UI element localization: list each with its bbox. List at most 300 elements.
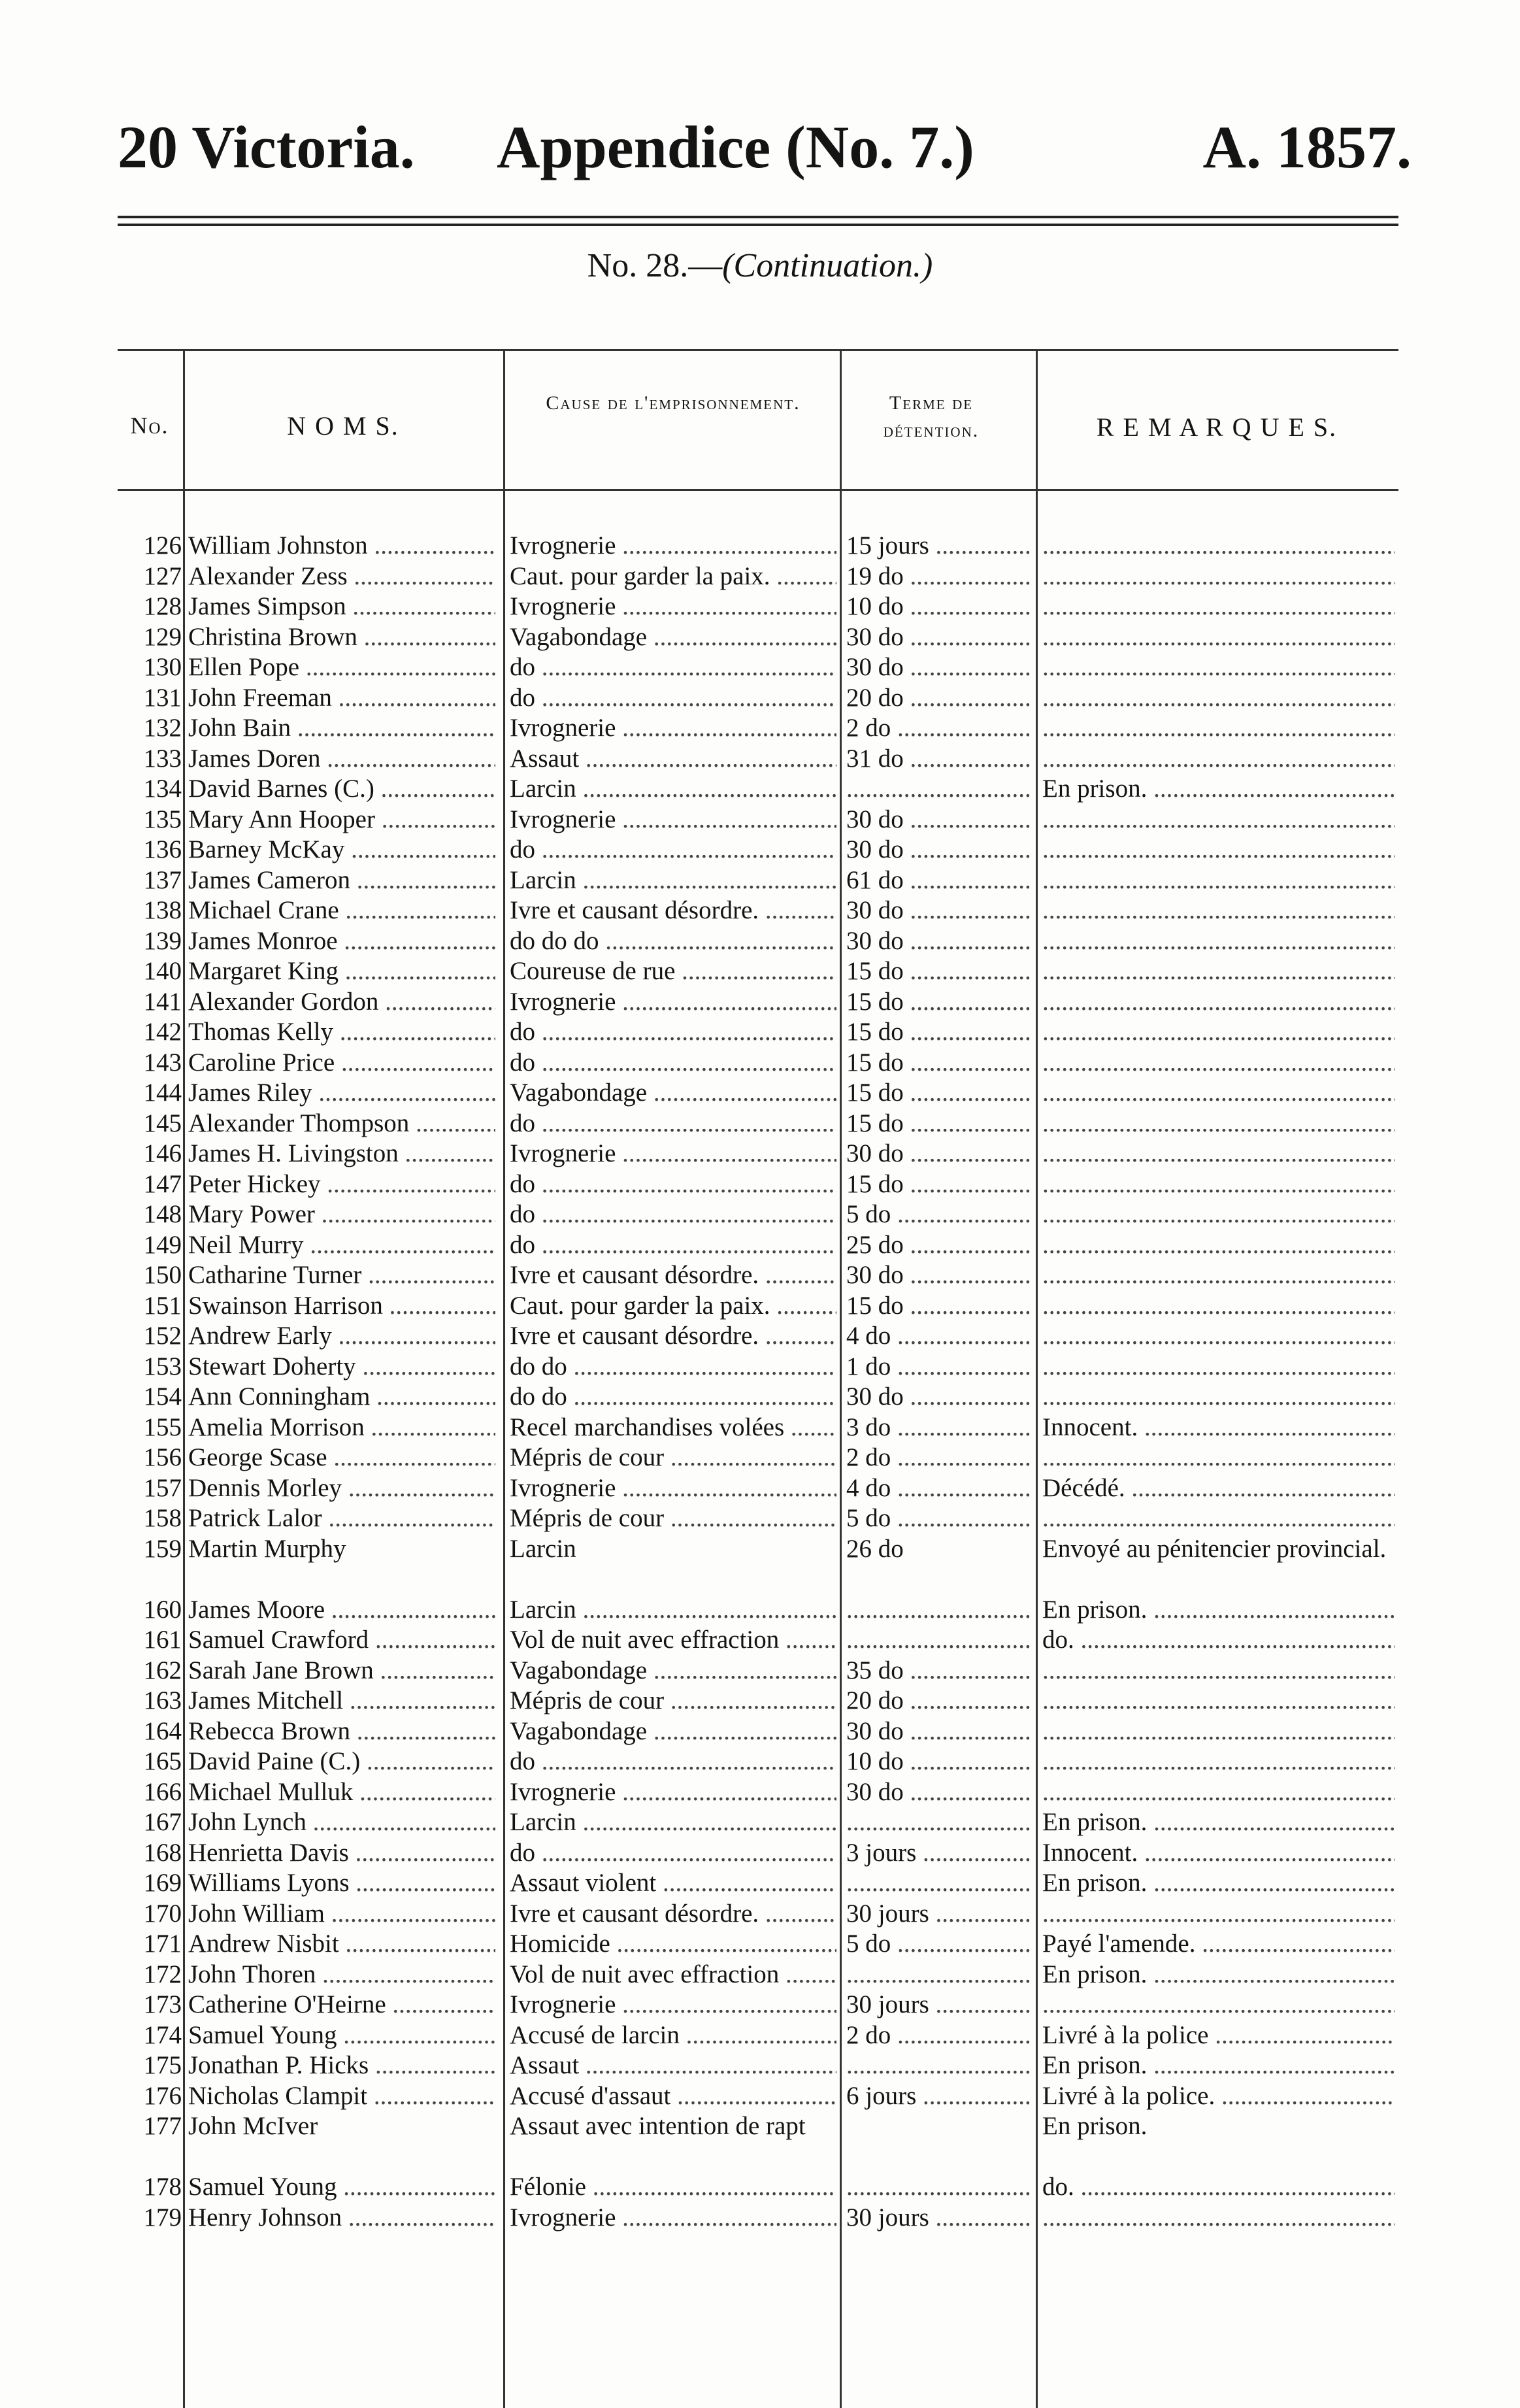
detention-term: 2 do ..... [846,2020,1033,2051]
imprisonment-cause: do ..... [510,1230,836,1261]
table-row [118,1503,1398,1534]
remark: En prison. ..... [1042,774,1395,805]
row-number: 176 [143,2081,182,2110]
remark: Livré à la police. ..... [1042,2081,1395,2112]
remark [1042,1503,1395,1534]
imprisonment-cause: Vagabondage ..... [510,622,836,653]
imprisonment-cause: do ..... [510,1109,836,1139]
table-row [118,1929,1398,1960]
detention-term [846,1595,1033,1626]
row-number: 167 [143,1808,182,1836]
row-number: 158 [143,1504,182,1532]
imprisonment-cause: Ivrognerie ..... [510,713,836,744]
remark: Envoyé au pénitencier provincial. [1042,1534,1387,1563]
prisoner-name: Henry Johnson ..... [188,2203,495,2233]
detention-term: 30 do ..... [846,835,1033,865]
imprisonment-cause: do ..... [510,683,836,714]
table-row [118,744,1398,775]
remark [1042,1777,1395,1808]
row-number: 165 [143,1747,182,1775]
detention-term: 30 jours ..... [846,1899,1033,1930]
remark [1042,805,1395,835]
imprisonment-cause: Ivrognerie ..... [510,1777,836,1808]
row-number: 129 [143,622,182,651]
row-number: 155 [143,1413,182,1441]
table-row [118,2203,1398,2233]
row-number: 130 [143,653,182,681]
prisoner-table-body [118,531,1398,2233]
table-row [118,1291,1398,1322]
row-number: 154 [143,1382,182,1411]
row-number: 135 [143,805,182,833]
remark [1042,1899,1395,1930]
imprisonment-cause: Ivrognerie ..... [510,1139,836,1169]
detention-term: 5 do ..... [846,1503,1033,1534]
table-row [118,713,1398,744]
detention-term: 15 do ..... [846,1109,1033,1139]
imprisonment-cause: Coureuse de rue ..... [510,956,836,987]
table-row [118,2050,1398,2081]
imprisonment-cause: Vagabondage ..... [510,1716,836,1747]
imprisonment-cause: Ivrognerie ..... [510,987,836,1018]
prisoner-name: John Thoren ..... [188,1960,495,1990]
row-number: 140 [143,957,182,985]
header-year: A. 1857. [1202,114,1412,180]
imprisonment-cause: do do do ..... [510,926,836,957]
imprisonment-cause: Vol de nuit avec effraction ..... [510,1625,836,1656]
detention-term [846,1868,1033,1899]
imprisonment-cause: Ivrognerie ..... [510,805,836,835]
table-row [118,1747,1398,1777]
header-rule-bottom [118,224,1398,226]
imprisonment-cause: do do ..... [510,1352,836,1382]
detention-term: 25 do ..... [846,1230,1033,1261]
row-number: 177 [143,2112,182,2140]
row-number: 150 [143,1261,182,1289]
table-row [118,1625,1398,1656]
detention-term: 15 do ..... [846,987,1033,1018]
detention-term: 26 do [846,1534,904,1563]
detention-term: 19 do ..... [846,561,1033,592]
remark [1042,835,1395,865]
detention-term: 15 do ..... [846,1169,1033,1200]
remark [1042,1382,1395,1413]
prisoner-name: John McIver [188,2112,318,2140]
remark: Innocent. ..... [1042,1838,1395,1869]
remark: En prison. [1042,2112,1148,2140]
detention-term: 30 do ..... [846,1382,1033,1413]
detention-term: 35 do ..... [846,1656,1033,1686]
prisoner-name: Ann Conningham ..... [188,1382,495,1413]
table-row [118,1868,1398,1899]
detention-term: 15 do ..... [846,1078,1033,1109]
remark [1042,1656,1395,1686]
column-header-noms: N O M S. [287,411,399,441]
prisoner-name: Alexander Zess ..... [188,561,495,592]
prisoner-name: Dennis Morley ..... [188,1473,495,1504]
prisoner-name: Sarah Jane Brown ..... [188,1656,495,1686]
detention-term: 4 do ..... [846,1473,1033,1504]
remark [1042,1443,1395,1473]
prisoner-name: James Cameron ..... [188,865,495,896]
table-row [118,1413,1398,1443]
detention-term: 30 do ..... [846,805,1033,835]
remark [1042,1017,1395,1048]
table-row [118,683,1398,714]
table-row [118,1260,1398,1291]
header-volume: 20 Victoria. [118,114,415,180]
table-row [118,895,1398,926]
prisoner-name: Swainson Harrison ..... [188,1291,495,1322]
row-number: 163 [143,1686,182,1714]
remark [1042,1352,1395,1382]
row-number: 127 [143,561,182,590]
table-row [118,2111,1398,2172]
remark: Livré à la police ..... [1042,2020,1395,2051]
row-number: 147 [143,1169,182,1198]
imprisonment-cause: Mépris de cour ..... [510,1443,836,1473]
table-row [118,1352,1398,1382]
prisoner-name: Barney McKay ..... [188,835,495,865]
row-number: 148 [143,1200,182,1228]
detention-term: 15 jours ..... [846,531,1033,561]
imprisonment-cause: Mépris de cour ..... [510,1503,836,1534]
detention-term: 2 do ..... [846,1443,1033,1473]
row-number: 161 [143,1626,182,1654]
prisoner-name: Andrew Early ..... [188,1321,495,1352]
table-row [118,1899,1398,1930]
row-number: 166 [143,1777,182,1806]
imprisonment-cause: Larcin ..... [510,1595,836,1626]
imprisonment-cause: Assaut avec intention de rapt [510,2112,806,2140]
table-row [118,1534,1398,1595]
detention-term: 3 jours ..... [846,1838,1033,1869]
detention-term: 31 do ..... [846,744,1033,775]
table-rule-top [118,349,1398,351]
table-subtitle [0,245,1520,287]
imprisonment-cause: do ..... [510,835,836,865]
detention-term [846,1807,1033,1838]
remark: En prison. ..... [1042,1960,1395,1990]
prisoner-name: Thomas Kelly ..... [188,1017,495,1048]
prisoner-name: Neil Murry ..... [188,1230,495,1261]
remark: do. ..... [1042,1625,1395,1656]
remark [1042,1291,1395,1322]
imprisonment-cause: Assaut ..... [510,744,836,775]
prisoner-name: Jonathan P. Hicks ..... [188,2050,495,2081]
remark: Innocent. ..... [1042,1413,1395,1443]
detention-term: 10 do ..... [846,592,1033,622]
table-row [118,561,1398,592]
prisoner-name: John Bain ..... [188,713,495,744]
row-number: 131 [143,683,182,712]
detention-term: 30 do ..... [846,622,1033,653]
remark [1042,895,1395,926]
row-number: 139 [143,926,182,955]
prisoner-name: James Monroe ..... [188,926,495,957]
table-row [118,1321,1398,1352]
remark: Payé l'amende. ..... [1042,1929,1395,1960]
imprisonment-cause: Vagabondage ..... [510,1078,836,1109]
remark [1042,1199,1395,1230]
imprisonment-cause: do ..... [510,1169,836,1200]
prisoner-name: George Scase ..... [188,1443,495,1473]
imprisonment-cause: Assaut ..... [510,2050,836,2081]
imprisonment-cause: Homicide ..... [510,1929,836,1960]
imprisonment-cause: Ivrognerie ..... [510,531,836,561]
remark [1042,1169,1395,1200]
detention-term: 6 jours ..... [846,2081,1033,2112]
row-number: 152 [143,1322,182,1350]
imprisonment-cause: do ..... [510,1838,836,1869]
remark [1042,713,1395,744]
remark [1042,1260,1395,1291]
detention-term [846,2172,1033,2203]
column-header-cause: Cause de l'emprisonnement. [546,392,801,414]
table-row [118,1017,1398,1048]
remark: En prison. ..... [1042,1868,1395,1899]
remark [1042,926,1395,957]
detention-term: 2 do ..... [846,713,1033,744]
remark [1042,2203,1395,2233]
prisoner-name: Nicholas Clampit ..... [188,2081,495,2112]
prisoner-name: Henrietta Davis ..... [188,1838,495,1869]
prisoner-name: Ellen Pope ..... [188,652,495,683]
row-number: 162 [143,1656,182,1684]
imprisonment-cause: Ivrognerie ..... [510,592,836,622]
table-row [118,1048,1398,1079]
table-row [118,1686,1398,1716]
row-number: 146 [143,1139,182,1167]
table-row [118,1473,1398,1504]
prisoner-name: William Johnston ..... [188,531,495,561]
imprisonment-cause: do ..... [510,652,836,683]
table-rule-header-bottom [118,489,1398,491]
imprisonment-cause: do ..... [510,1017,836,1048]
row-number: 149 [143,1230,182,1259]
imprisonment-cause: Ivrognerie ..... [510,2203,836,2233]
table-row [118,2081,1398,2112]
table-row [118,1078,1398,1109]
imprisonment-cause: Recel marchandises volées ..... [510,1413,836,1443]
table-row [118,592,1398,622]
detention-term: 4 do ..... [846,1321,1033,1352]
imprisonment-cause: Ivrognerie ..... [510,1990,836,2020]
prisoner-name: David Barnes (C.) ..... [188,774,495,805]
table-row [118,1139,1398,1169]
remark [1042,1139,1395,1169]
row-number: 133 [143,744,182,773]
prisoner-name: Mary Power ..... [188,1199,495,1230]
row-number: 134 [143,775,182,803]
table-row [118,1109,1398,1139]
row-number: 143 [143,1048,182,1077]
row-number: 174 [143,2020,182,2049]
table-row [118,865,1398,896]
subtitle-continuation: (Continuation.) [722,247,933,284]
detention-term: 30 do ..... [846,926,1033,957]
detention-term: 1 do ..... [846,1352,1033,1382]
subtitle-number: No. 28.— [587,247,723,284]
row-number: 128 [143,592,182,620]
remark: En prison. ..... [1042,1807,1395,1838]
imprisonment-cause: Larcin ..... [510,774,836,805]
prisoner-name: Mary Ann Hooper ..... [188,805,495,835]
row-number: 160 [143,1595,182,1624]
row-number: 141 [143,987,182,1016]
remark [1042,1230,1395,1261]
table-row [118,2020,1398,2051]
prisoner-name: James Moore ..... [188,1595,495,1626]
imprisonment-cause: Assaut violent ..... [510,1868,836,1899]
imprisonment-cause: do ..... [510,1747,836,1777]
prisoner-name: Alexander Thompson ..... [188,1109,495,1139]
header-rule-top [118,216,1398,218]
prisoner-name: John William ..... [188,1899,495,1930]
table-row [118,805,1398,835]
row-number: 169 [143,1869,182,1897]
prisoner-name: David Paine (C.) ..... [188,1747,495,1777]
prisoner-name: Samuel Young ..... [188,2020,495,2051]
prisoner-name: Catherine O'Heirne ..... [188,1990,495,2020]
prisoner-name: Patrick Lalor ..... [188,1503,495,1534]
prisoner-name: Margaret King ..... [188,956,495,987]
remark [1042,1078,1395,1109]
row-number: 178 [143,2173,182,2201]
detention-term [846,1960,1033,1990]
detention-term: 15 do ..... [846,1291,1033,1322]
detention-term: 5 do ..... [846,1199,1033,1230]
table-row [118,1777,1398,1808]
imprisonment-cause: Caut. pour garder la paix. ..... [510,1291,836,1322]
remark [1042,1048,1395,1079]
imprisonment-cause: Félonie ..... [510,2172,836,2203]
prisoner-name: Andrew Nisbit ..... [188,1929,495,1960]
remark [1042,1747,1395,1777]
table-row [118,652,1398,683]
remark [1042,1109,1395,1139]
detention-term: 30 do ..... [846,1716,1033,1747]
row-number: 168 [143,1838,182,1867]
remark [1042,987,1395,1018]
remark: En prison. ..... [1042,1595,1395,1626]
row-number: 151 [143,1291,182,1320]
detention-term: 10 do ..... [846,1747,1033,1777]
table-row [118,531,1398,561]
table-row [118,1838,1398,1869]
remark [1042,744,1395,775]
remark [1042,1686,1395,1716]
remark [1042,1990,1395,2020]
detention-term: 3 do ..... [846,1413,1033,1443]
prisoner-name: James Mitchell ..... [188,1686,495,1716]
table-row [118,1990,1398,2020]
table-row [118,956,1398,987]
imprisonment-cause: Accusé d'assaut ..... [510,2081,836,2112]
table-row [118,835,1398,865]
imprisonment-cause: Ivre et causant désordre. ..... [510,1899,836,1930]
prisoner-name: Samuel Crawford ..... [188,1625,495,1656]
detention-term: 15 do ..... [846,1017,1033,1048]
prisoner-name: Michael Crane ..... [188,895,495,926]
remark [1042,652,1395,683]
row-number: 159 [143,1534,182,1563]
detention-term [846,2050,1033,2081]
prisoner-name: Rebecca Brown ..... [188,1716,495,1747]
row-number: 171 [143,1930,182,1958]
table-row [118,1169,1398,1200]
prisoner-name: Alexander Gordon ..... [188,987,495,1018]
imprisonment-cause: Accusé de larcin ..... [510,2020,836,2051]
row-number: 172 [143,1960,182,1988]
column-header-remarques: R E M A R Q U E S. [1096,412,1338,442]
prisoner-name: Amelia Morrison ..... [188,1413,495,1443]
imprisonment-cause: do ..... [510,1048,836,1079]
column-header-no: No. [130,412,169,439]
row-number: 137 [143,865,182,894]
table-row [118,1656,1398,1686]
prisoner-name: Samuel Young ..... [188,2172,495,2203]
table-row [118,1443,1398,1473]
row-number: 132 [143,714,182,742]
prisoner-name: Michael Mulluk ..... [188,1777,495,1808]
detention-term: 30 jours ..... [846,1990,1033,2020]
detention-term: 5 do ..... [846,1929,1033,1960]
imprisonment-cause: Ivre et causant désordre. ..... [510,895,836,926]
detention-term: 30 do ..... [846,895,1033,926]
detention-term: 30 do ..... [846,1139,1033,1169]
detention-term [846,774,1033,805]
imprisonment-cause: Larcin ..... [510,865,836,896]
row-number: 136 [143,835,182,863]
header-appendix: Appendice (No. 7.) [497,114,974,180]
imprisonment-cause: Vol de nuit avec effraction ..... [510,1960,836,1990]
row-number: 179 [143,2203,182,2232]
table-row [118,1960,1398,1990]
table-row [118,926,1398,957]
remark [1042,1321,1395,1352]
prisoner-name: Stewart Doherty ..... [188,1352,495,1382]
remark: Décédé. ..... [1042,1473,1395,1504]
prisoner-name: John Lynch ..... [188,1807,495,1838]
row-number: 164 [143,1716,182,1745]
row-number: 175 [143,2051,182,2079]
detention-term: 15 do ..... [846,956,1033,987]
prisoner-name: Christina Brown ..... [188,622,495,653]
remark [1042,865,1395,896]
table-row [118,774,1398,805]
prisoner-name: James H. Livingston ..... [188,1139,495,1169]
imprisonment-cause: Vagabondage ..... [510,1656,836,1686]
row-number: 153 [143,1352,182,1380]
remark [1042,592,1395,622]
imprisonment-cause: Larcin [510,1534,576,1563]
prisoner-name: James Riley ..... [188,1078,495,1109]
table-row [118,1230,1398,1261]
prisoner-name: Williams Lyons ..... [188,1868,495,1899]
table-row [118,1382,1398,1413]
imprisonment-cause: Larcin ..... [510,1807,836,1838]
table-row [118,622,1398,653]
table-row [118,2172,1398,2203]
row-number: 145 [143,1109,182,1137]
table-row [118,1807,1398,1838]
detention-term: 30 do ..... [846,1260,1033,1291]
imprisonment-cause: do do ..... [510,1382,836,1413]
remark [1042,683,1395,714]
remark [1042,1716,1395,1747]
imprisonment-cause: Ivrognerie ..... [510,1473,836,1504]
